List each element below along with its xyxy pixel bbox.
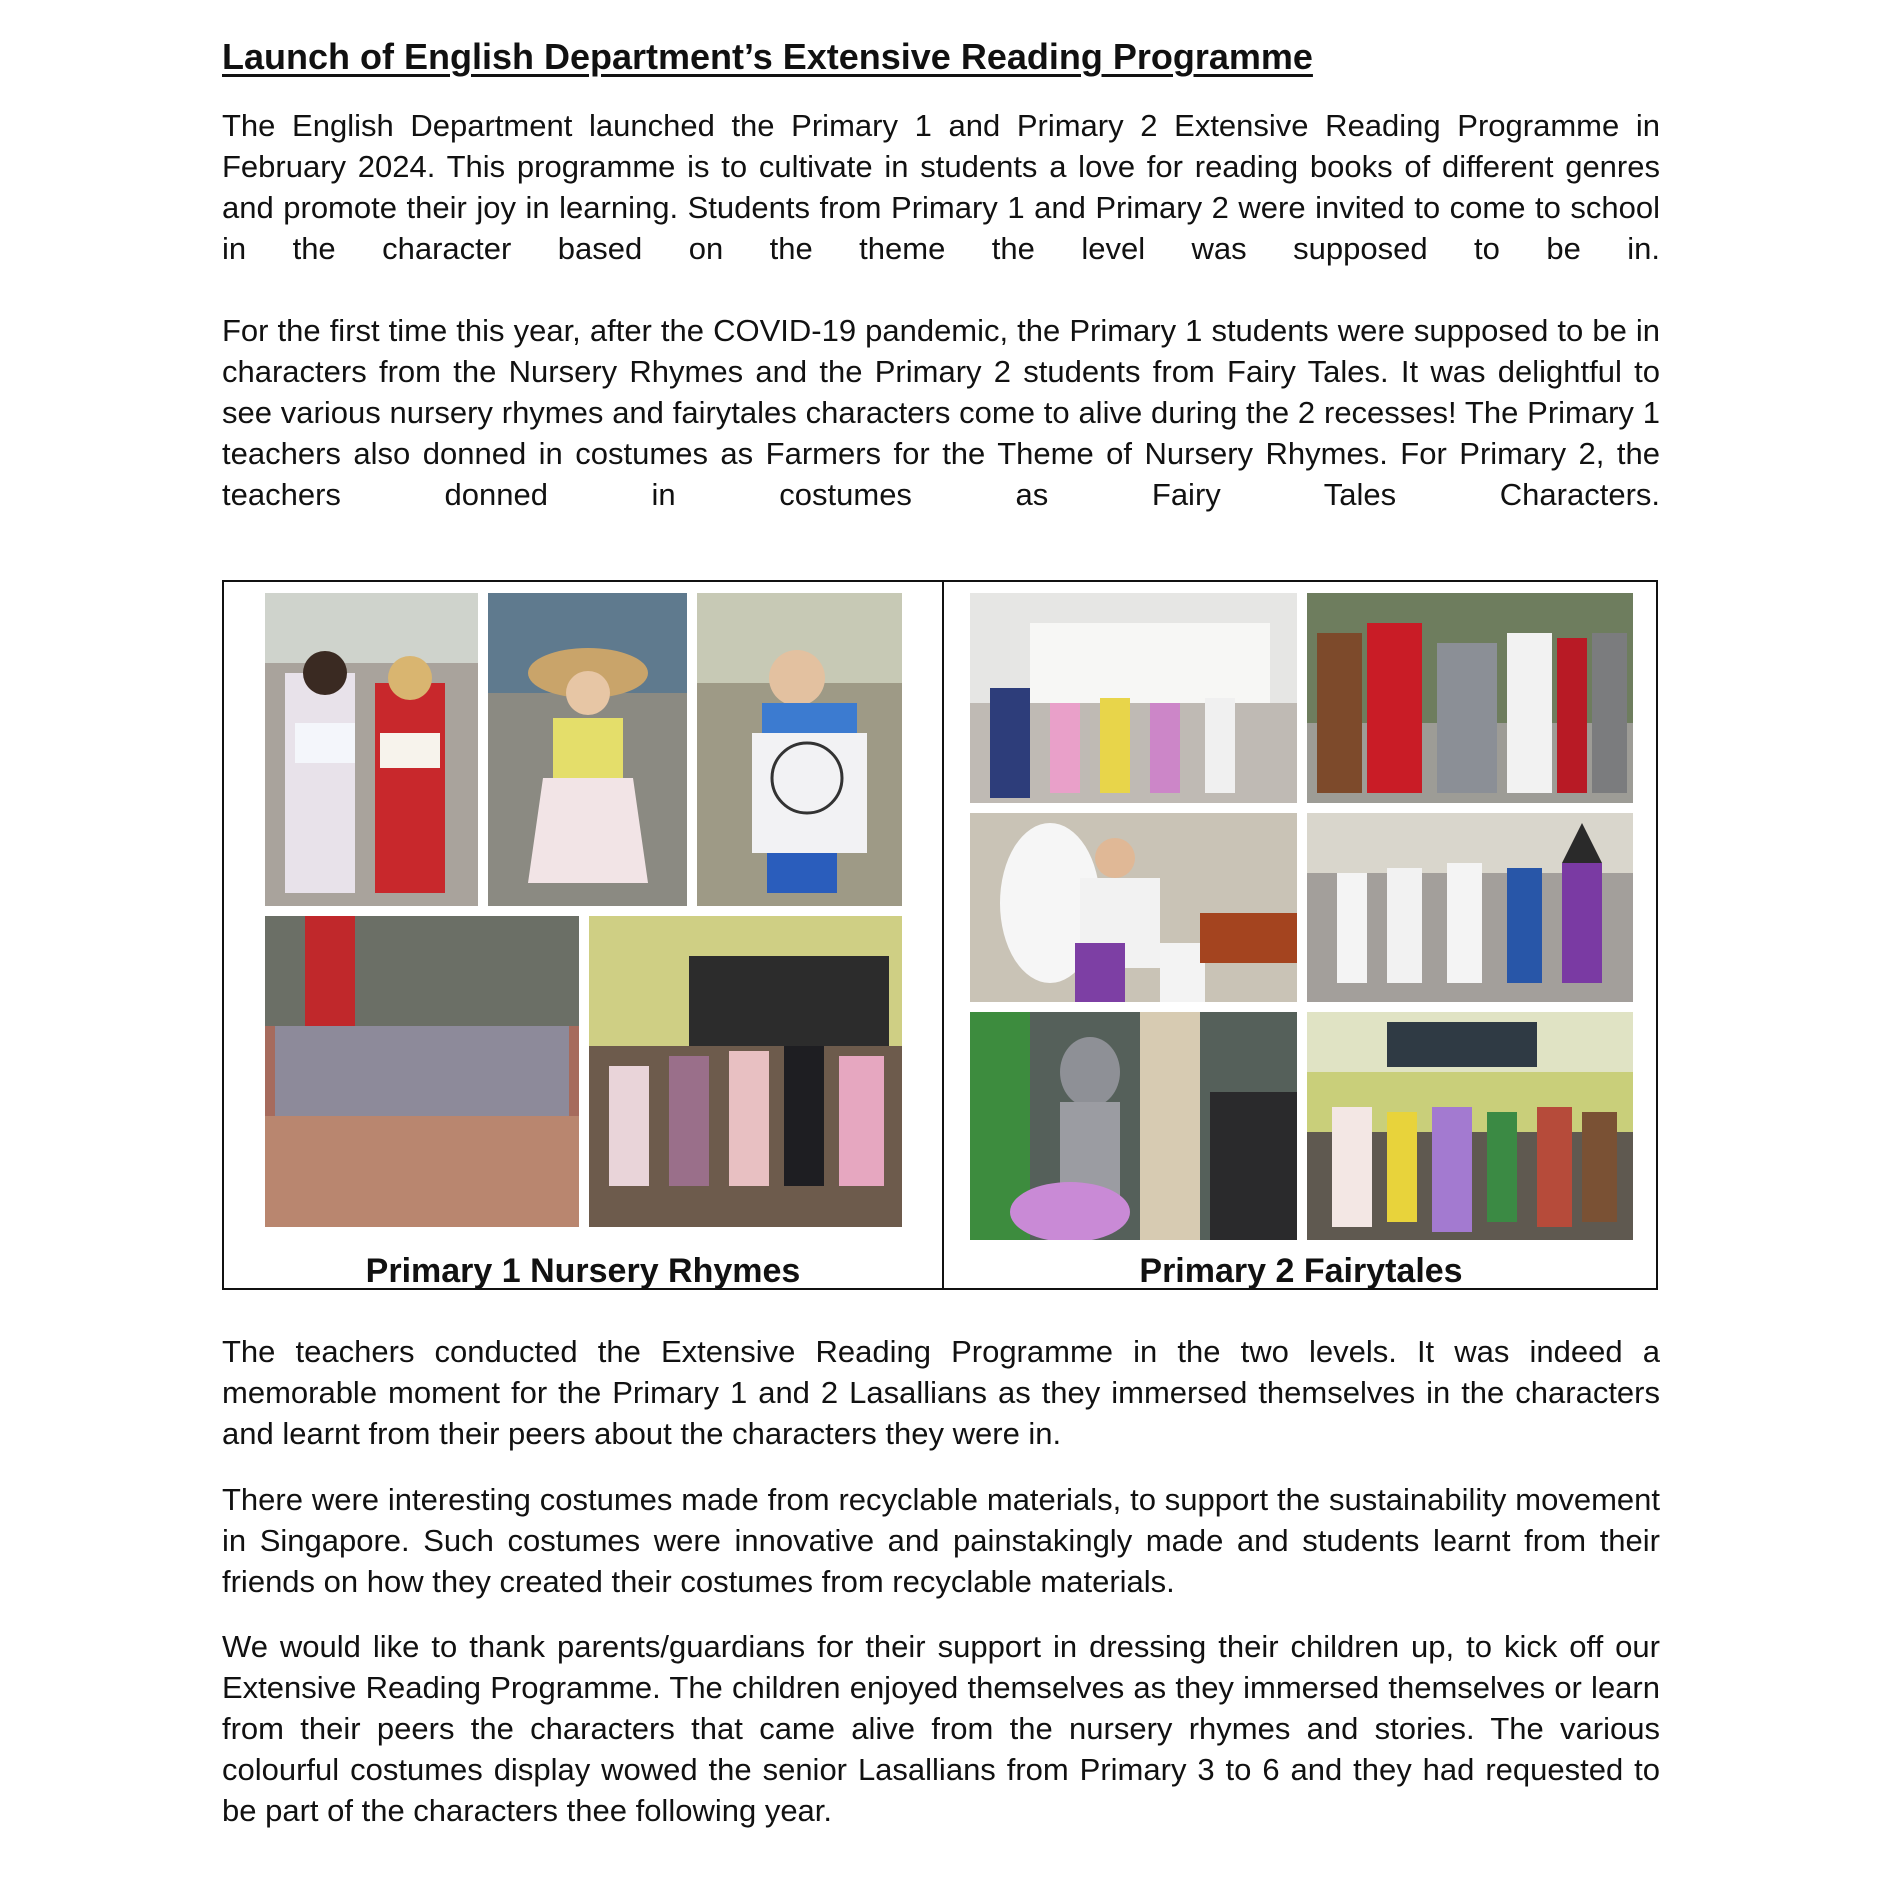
photo-p1-teachers-farmers [265, 916, 579, 1227]
photo-p2-angel-teacher [970, 813, 1297, 1002]
paragraph-2: For the first time this year, after the COVID-19 pandemic, the Primary 1 students were supposed to be in characters from the Nursery Rhymes and the Primary 2 students from Fairy Tales. It was delightful to see various nursery rhymes and fairytales characters come to alive during the 2 recesses! The Primary 1 teachers also donned in costumes as Farmers for the Theme of Nursery Rhymes. For Primary 2, the teachers donned in costumes as Fairy Tales Characters. [222, 313, 1660, 512]
caption-primary-2: Primary 2 Fairytales [1139, 1252, 1463, 1290]
paragraph-4: There were interesting costumes made from recyclable materials, to support the sustainability movement in Singapore. Such costumes were innovative and painstakingly made and students learnt from their friends on how they created their costumes from recyclable materials. [222, 1482, 1660, 1599]
caption-primary-1: Primary 1 Nursery Rhymes [365, 1252, 801, 1290]
paragraph-3: The teachers conducted the Extensive Reading Programme in the two levels. It was indeed a memorable moment for the Primary 1 and 2 Lasallians as they immersed themselves in the characters and learnt from their peers about the characters they were in. [222, 1334, 1660, 1451]
photo-p2-classroom-princesses [1307, 1012, 1633, 1240]
photo-gallery [222, 580, 1658, 1290]
photo-p1-clock-costume [697, 593, 902, 906]
photo-p1-classroom-group [589, 916, 902, 1227]
photo-p2-children-outdoor [1307, 813, 1633, 1002]
paragraph-1: The English Department launched the Primary 1 and Primary 2 Extensive Reading Programme in February 2024. This programme is to cultivate in students a love for reading books of different genres and promote their joy in learning. Students from Primary 1 and Primary 2 were invited to come to school in the character based on the theme the level was supposed to be in. [222, 108, 1660, 266]
paragraph-5: We would like to thank parents/guardians for their support in dressing their children up, to kick off our Extensive Reading Programme. The children enjoyed themselves as they immersed themselves or learn from their peers the characters that came alive from the nursery rhymes and stories. The various colourful costumes display wowed the senior Lasallians from Primary 3 to 6 and they had requested to be part of the characters thee following year. [222, 1629, 1660, 1828]
photo-p2-teachers-fairytale [1307, 593, 1633, 803]
gallery-divider [942, 582, 944, 1288]
photo-p2-wolf-costume [970, 1012, 1297, 1240]
photo-p1-straw-hat-girl [488, 593, 687, 906]
article-title: Launch of English Department’s Extensive Reading Programme [222, 36, 1313, 77]
photo-p2-classroom-costumes [970, 593, 1297, 803]
photo-p1-girls-costumes [265, 593, 478, 906]
